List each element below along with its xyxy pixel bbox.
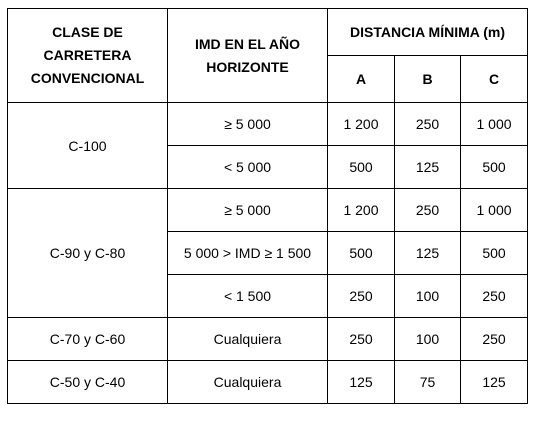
value-a-cell: 500 bbox=[328, 232, 395, 275]
value-b-cell: 125 bbox=[395, 232, 461, 275]
value-a-cell: 500 bbox=[328, 146, 395, 189]
clase-cell: C-90 y C-80 bbox=[8, 189, 168, 318]
clase-cell: C-100 bbox=[8, 103, 168, 189]
distance-table bbox=[7, 8, 528, 404]
table-row bbox=[8, 103, 528, 146]
clase-cell: C-50 y C-40 bbox=[8, 361, 168, 404]
imd-cell: < 1 500 bbox=[168, 275, 328, 318]
imd-cell: 5 000 > IMD ≥ 1 500 bbox=[168, 232, 328, 275]
value-b-cell: 75 bbox=[395, 361, 461, 404]
value-a-cell: 1 200 bbox=[328, 189, 395, 232]
header-col-c: C bbox=[461, 56, 528, 103]
value-a-cell: 250 bbox=[328, 318, 395, 361]
header-clase-line-2: CARRETERA bbox=[43, 47, 132, 63]
imd-cell: ≥ 5 000 bbox=[168, 103, 328, 146]
header-distancia: DISTANCIA MÍNIMA (m) bbox=[328, 9, 528, 56]
header-clase-line-1: CLASE DE bbox=[52, 24, 123, 40]
value-a-cell: 125 bbox=[328, 361, 395, 404]
header-col-b: B bbox=[395, 56, 461, 103]
value-c-cell: 500 bbox=[461, 232, 528, 275]
value-b-cell: 100 bbox=[395, 318, 461, 361]
value-c-cell: 500 bbox=[461, 146, 528, 189]
value-a-cell: 250 bbox=[328, 275, 395, 318]
value-a-cell: 1 200 bbox=[328, 103, 395, 146]
table-row bbox=[8, 189, 528, 232]
imd-cell: Cualquiera bbox=[168, 318, 328, 361]
value-c-cell: 250 bbox=[461, 318, 528, 361]
value-b-cell: 100 bbox=[395, 275, 461, 318]
header-imd-line-1: IMD EN EL AÑO bbox=[194, 35, 300, 52]
header-clase bbox=[8, 9, 168, 103]
clase-cell: C-70 y C-60 bbox=[8, 318, 168, 361]
header-imd-line-2: HORIZONTE bbox=[206, 58, 289, 75]
header-col-a: A bbox=[328, 56, 395, 103]
header-clase-line-3: CONVENCIONAL bbox=[30, 70, 145, 86]
value-c-cell: 1 000 bbox=[461, 189, 528, 232]
value-c-cell: 250 bbox=[461, 275, 528, 318]
value-b-cell: 250 bbox=[395, 189, 461, 232]
header-imd bbox=[168, 9, 328, 103]
value-c-cell: 1 000 bbox=[461, 103, 528, 146]
imd-cell: Cualquiera bbox=[168, 361, 328, 404]
value-b-cell: 250 bbox=[395, 103, 461, 146]
imd-cell: < 5 000 bbox=[168, 146, 328, 189]
imd-cell: ≥ 5 000 bbox=[168, 189, 328, 232]
table-row bbox=[8, 318, 528, 361]
value-c-cell: 125 bbox=[461, 361, 528, 404]
value-b-cell: 125 bbox=[395, 146, 461, 189]
table-row bbox=[8, 361, 528, 404]
